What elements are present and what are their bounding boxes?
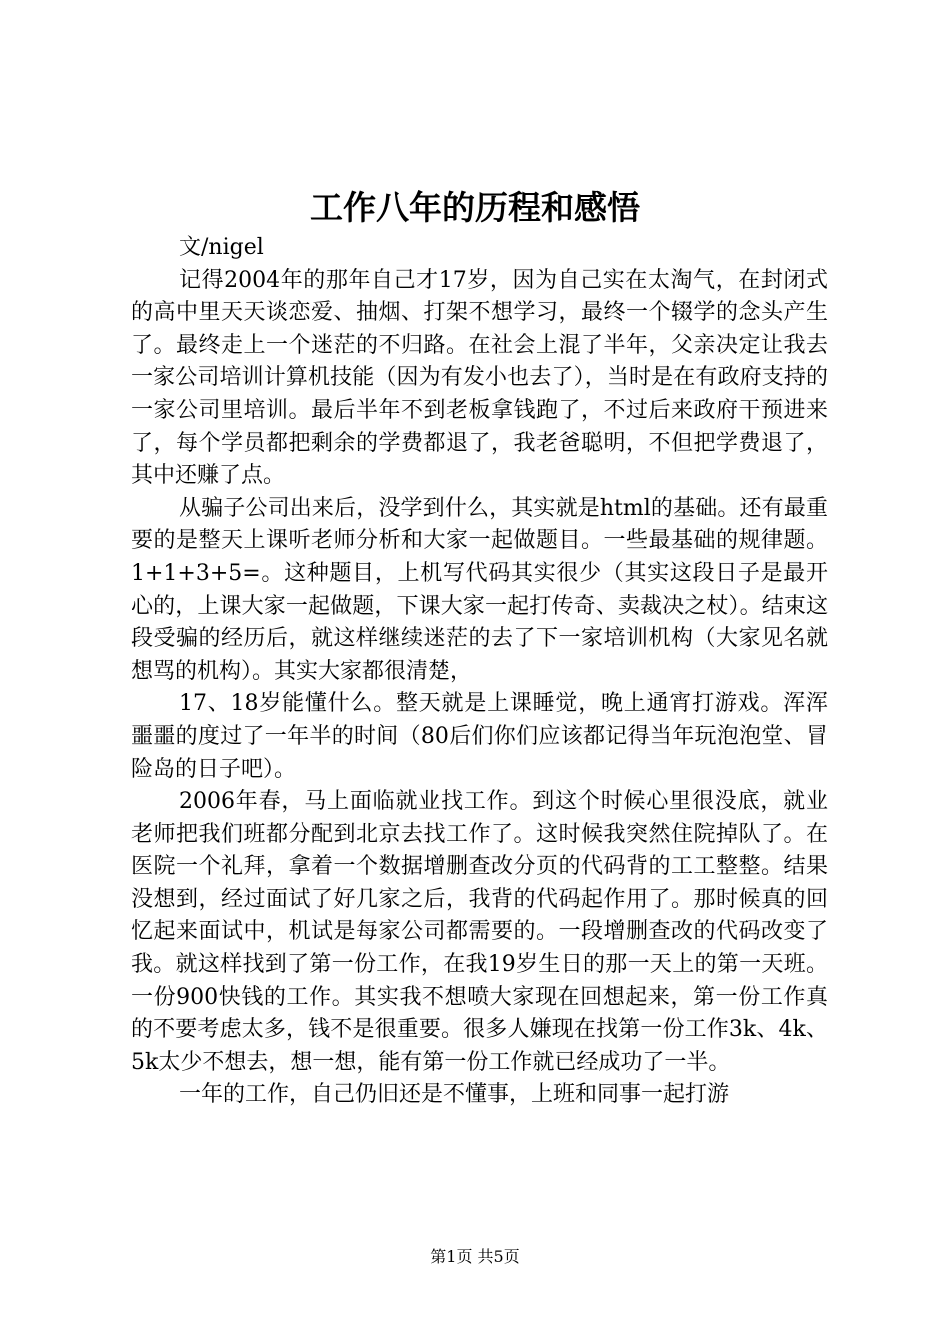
author-byline: 文/nigel	[179, 235, 264, 260]
paragraph-1: 记得2004年的那年自己才17岁，因为自己实在太淘气，在封闭式的高中里天天谈恋爱、抽烟、打架不想学习，最终一个辍学的念头产生了。最终走上一个迷茫的不归路。在社会上混了半年，父亲决定让我去一家公司培训计算机技能（因为有发小也去了），当时是在有政府支持的一家公司里培训。最后半年不到老板拿钱跑了，不过后来政府干预进来了，每个学员都把剩余的学费都退了，我老爸聪明，不但把学费退了，其中还赚了点。	[131, 267, 828, 489]
paragraph-2: 从骗子公司出来后，没学到什么，其实就是html的基础。还有最重要的是整天上课听老师分析和大家一起做题目。一些最基础的规律题。1+1+3+5=。这种题目，上机写代码其实很少（其实这段日子是最开心的，上课大家一起做题，下课大家一起打传奇、卖裁决之杖）。结束这段受骗的经历后，就这样继续迷茫的去了下一家培训机构（大家见名就想骂的机构）。其实大家都很清楚，	[131, 495, 828, 684]
paragraph-4: 2006年春，马上面临就业找工作。到这个时候心里很没底，就业老师把我们班都分配到北京去找工作了。这时候我突然住院掉队了。在医院一个礼拜，拿着一个数据增删查改分页的代码背的工工整整。结果没想到，经过面试了好几家之后，我背的代码起作用了。那时候真的回忆起来面试中，机试是每家公司都需要的。一段增删查改的代码改变了我。就这样找到了第一份工作，在我19岁生日的那一天上的第一天班。一份900快钱的工作。其实我不想喷大家现在回想起来，第一份工作真的不要考虑太多，钱不是很重要。很多人嫌现在找第一份工作3k、4k、5k太少不想去，想一想，能有第一份工作就已经成功了一半。	[131, 789, 828, 1075]
page-number-footer: 第1页 共5页	[430, 1247, 520, 1266]
paragraph-5: 一年的工作，自己仍旧还是不懂事，上班和同事一起打游	[179, 1082, 730, 1108]
document-body	[131, 232, 828, 1112]
paragraph-3: 17、18岁能懂什么。整天就是上课睡觉，晚上通宵打游戏。浑浑噩噩的度过了一年半的时间（80后们你们应该都记得当年玩泡泡堂、冒险岛的日子吧）。	[131, 691, 828, 782]
document-title: 工作八年的历程和感悟	[310, 188, 640, 227]
